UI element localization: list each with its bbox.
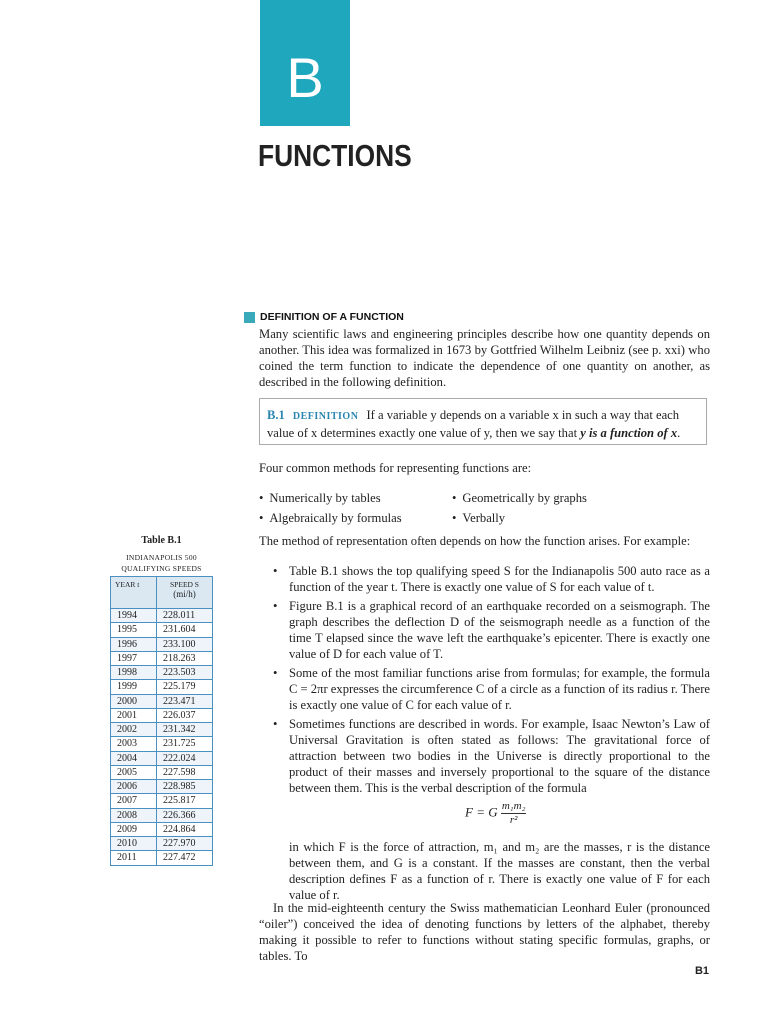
table-row [111,765,213,779]
definition-number: B.1 [267,408,285,422]
example-item: • Some of the most familiar functions arise from formulas; for example, the formula C = 2πr expresses the circumference C of a circle as a function of its radius r. There is exactly one value of C for each value of r. [273,665,710,713]
speed-header-label: SPEED S [170,580,199,589]
year-cell: 2001 [111,708,157,722]
column-header-speed [157,577,213,609]
table-subtitle [110,552,213,574]
formula-explanation: in which F is the force of attraction, m₁ and m₂ are the masses, r is the distance between them, and G is a constant. If the masses are constant, then the verbal description defines F as a function of r. There is exactly one value of F for each value of r. [289,840,710,902]
table-row [111,751,213,765]
example-item: • Table B.1 shows the top qualifying speed S for the Indianapolis 500 auto race as a function of the year t. There is exactly one value of S for each value of t. [273,563,710,595]
formula-fraction [501,800,527,827]
speed-cell: 224.864 [157,822,213,836]
gravitation-formula [465,800,526,827]
section-heading [244,311,404,323]
section-title: DEFINITION OF A FUNCTION [260,311,404,323]
table-subtitle-line: INDIANAPOLIS 500 [126,553,197,562]
table-row [111,623,213,637]
method-item: • Numerically by tables [259,490,452,506]
year-cell: 2005 [111,765,157,779]
method-item: • Verbally [452,510,702,526]
representation-line: The method of representation often depends on how the function arises. For example: [259,534,691,548]
speed-cell: 225.817 [157,794,213,808]
chapter-title: FUNCTIONS [258,138,412,173]
definition-end: . [677,426,681,440]
speed-header-unit: (mi/h) [173,589,196,599]
speed-cell: 218.263 [157,651,213,665]
table-row [111,723,213,737]
definition-label: DEFINITION [292,411,359,422]
methods-list [259,490,710,526]
section-marker-icon [244,312,255,323]
year-cell: 1998 [111,666,157,680]
page-number: B1 [694,965,709,977]
table-row [111,808,213,822]
table-row [111,680,213,694]
definition-emphasis: y is a function of x [580,426,678,440]
table-row [111,666,213,680]
table-row [111,794,213,808]
speed-cell: 223.471 [157,694,213,708]
table-row [111,780,213,794]
table-row [111,851,213,865]
year-cell: 1996 [111,637,157,651]
speed-cell: 226.366 [157,808,213,822]
table-row [111,637,213,651]
speed-cell: 225.179 [157,680,213,694]
table-row [111,737,213,751]
speed-cell: 231.604 [157,623,213,637]
speed-cell: 227.970 [157,837,213,851]
chapter-letter-tab [260,0,350,126]
formula-lhs: F = G [465,804,498,820]
definition-text: If a variable y depends on a variable x in such a way that each value of x determines exactly one value of y, then we say that [267,408,680,440]
table-caption [110,535,213,574]
column-header-year: YEAR t [111,577,157,609]
chapter-letter: B [286,46,324,109]
speed-cell: 223.503 [157,666,213,680]
year-cell: 2010 [111,837,157,851]
speed-cell: 228.985 [157,780,213,794]
table-row [111,609,213,623]
table-row [111,694,213,708]
table-row [111,822,213,836]
table-body [111,609,213,866]
year-cell: 2006 [111,780,157,794]
example-item: • Figure B.1 is a graphical record of an earthquake recorded on a seismograph. The graph describes the deflection D of the seismograph needle as a function of the time T elapsed since the wave left the earthquake’s epicenter. There is exactly one value of D for each value of T. [273,598,710,662]
method-item: • Geometrically by graphs [452,490,702,506]
year-cell: 2004 [111,751,157,765]
year-cell: 2009 [111,822,157,836]
examples-list [273,563,710,799]
speed-cell: 222.024 [157,751,213,765]
year-cell: 2003 [111,737,157,751]
year-cell: 1999 [111,680,157,694]
year-cell: 2011 [111,851,157,865]
example-item: • Sometimes functions are described in words. For example, Isaac Newton’s Law of Universal Gravitation is often stated as follows: The gravitational force of attraction between two bodies in the Universe is directly proportional to the product of their masses and inversely proportional to the square of the distance between them. This is the verbal description of the formula [273,716,710,796]
table-row [111,708,213,722]
year-cell: 2002 [111,723,157,737]
speed-cell: 227.472 [157,851,213,865]
year-cell: 2007 [111,794,157,808]
formula-numerator: m₁m₂ [501,800,526,812]
table-row [111,651,213,665]
table-subtitle-line: QUALIFYING SPEEDS [121,564,202,573]
speed-cell: 226.037 [157,708,213,722]
table-row [111,837,213,851]
year-cell: 1995 [111,623,157,637]
year-cell: 1994 [111,609,157,623]
table-label: Table B.1 [141,535,182,546]
speed-cell: 233.100 [157,637,213,651]
speed-cell: 231.342 [157,723,213,737]
method-item: • Algebraically by formulas [259,510,452,526]
speed-cell: 231.725 [157,737,213,751]
methods-intro: Four common methods for representing functions are: [259,461,532,475]
speed-cell: 227.598 [157,765,213,779]
year-cell: 2008 [111,808,157,822]
euler-paragraph: In the mid-eighteenth century the Swiss mathematician Leonhard Euler (pronounced “oiler”) conceived the idea of denoting functions by letters of the alphabet, thereby making it possible to refer to functions without stating specific formulas, graphs, or tables. To [259,901,710,963]
intro-paragraph: Many scientific laws and engineering principles describe how one quantity depends on another. This idea was formalized in 1673 by Gottfried Wilhelm Leibniz (see p. xxi) who coined the term function to indicate the dependence of one quantity on another, as described in the following definition. [259,327,710,389]
speed-cell: 228.011 [157,609,213,623]
year-cell: 2000 [111,694,157,708]
formula-denominator: r² [509,814,518,826]
definition-box [259,398,707,445]
qualifying-speeds-table [110,576,213,866]
year-cell: 1997 [111,651,157,665]
